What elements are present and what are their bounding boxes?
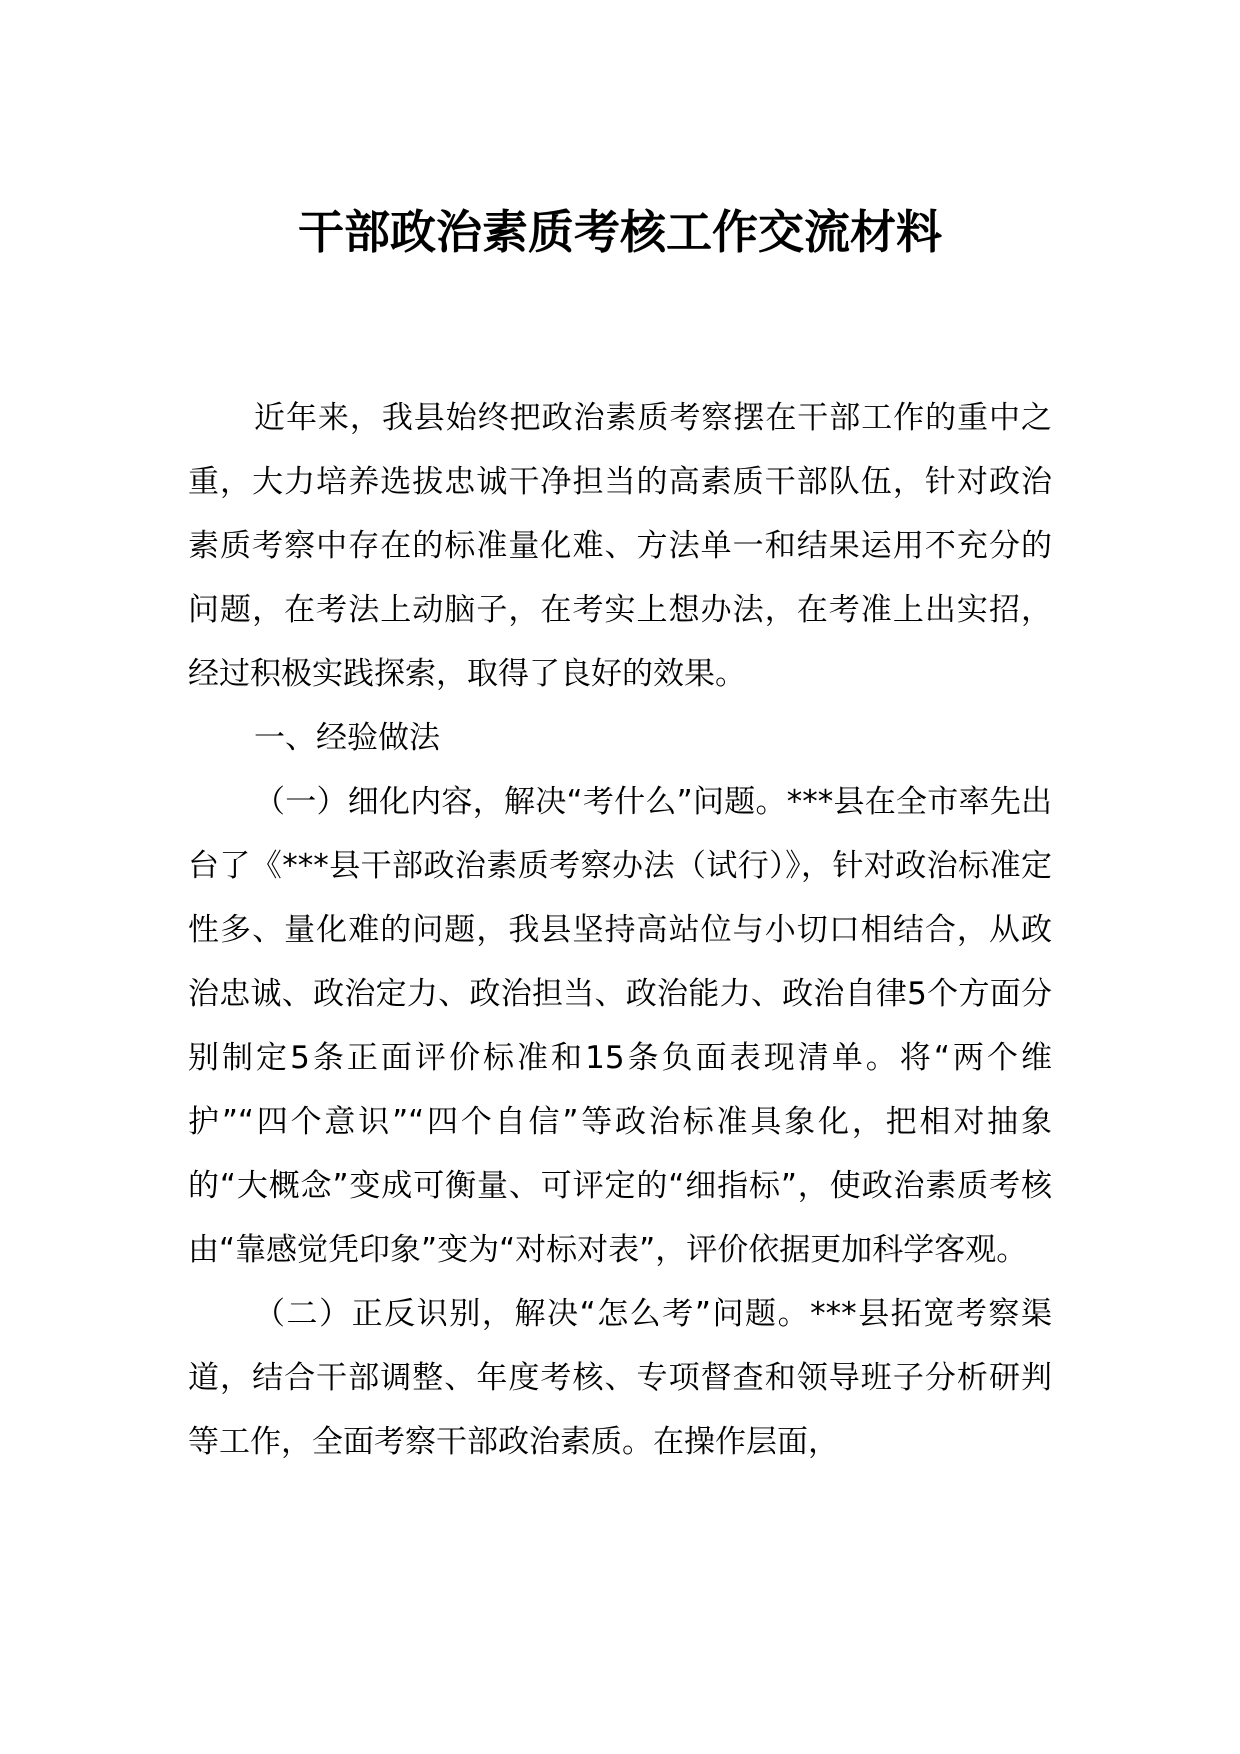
subsection-paragraph-1: （一）细化内容，解决“考什么”问题。***县在全市率先出台了《***县干部政治素质考察办法（试行）》，针对政治标准定性多、量化难的问题，我县坚持高站位与小切口相结合，从政治忠诚、政治定力、政治担当、政治能力、政治自律5个方面分别制定5条正面评价标准和15条负面表现清单。将“两个维护”“四个意识”“四个自信”等政治标准具象化，把相对抽象的“大概念”变成可衡量、可评定的“细指标”，使政治素质考核由“靠感觉凭印象”变为“对标对表”，评价依据更加科学客观。 (188, 784, 1052, 1268)
subsection-paragraph-2: （二）正反识别，解决“怎么考”问题。***县拓宽考察渠道，结合干部调整、年度考核、专项督查和领导班子分析研判等工作，全面考察干部政治素质。在操作层面， (188, 1296, 1052, 1460)
document-title: 干部政治素质考核工作交流材料 (298, 205, 942, 259)
section-heading-experience: 一、经验做法 (254, 720, 440, 756)
document-body (188, 386, 1052, 1474)
intro-paragraph: 近年来，我县始终把政治素质考察摆在干部工作的重中之重，大力培养选拔忠诚干净担当的高素质干部队伍，针对政治素质考察中存在的标准量化难、方法单一和结果运用不充分的问题，在考法上动脑子，在考实上想办法，在考准上出实招，经过积极实践探索，取得了良好的效果。 (188, 400, 1052, 692)
